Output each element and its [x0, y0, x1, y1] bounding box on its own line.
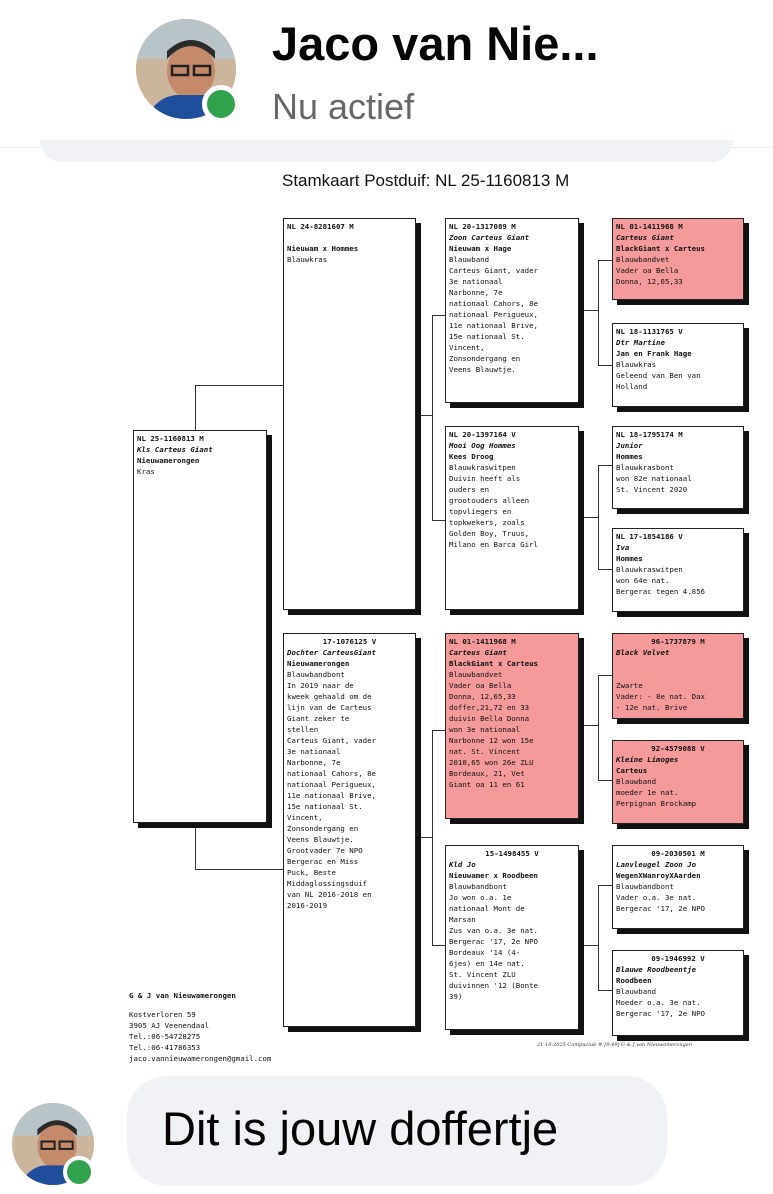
- connector-line: [598, 675, 599, 780]
- pedigree-box-sire: [283, 218, 416, 610]
- breeder: Nieuwam x Hommes: [287, 244, 359, 253]
- connector-line: [195, 869, 283, 870]
- pigeon-info-line: won 64e nat.: [616, 576, 670, 585]
- pigeon-info-line: Blauwkrasbont: [616, 463, 674, 472]
- pedigree-box-dss: [612, 633, 744, 719]
- pigeon-info-line: moeder 1e nat.: [616, 788, 679, 797]
- pigeon-info-line: Carteus Giant, vader: [287, 736, 376, 745]
- pedigree-box-sire-dam: [445, 426, 579, 610]
- connector-line: [598, 365, 612, 366]
- pigeon-info-line: won 3e nationaal: [449, 725, 521, 734]
- connector-line: [598, 569, 612, 570]
- pigeon-info-line: Vincent,: [287, 813, 323, 822]
- connector-line: [195, 385, 283, 386]
- ring-number: NL 20-1397164 V: [449, 430, 516, 439]
- pigeon-info-line: kweek gehaald om de: [287, 692, 372, 701]
- connector-line: [432, 520, 445, 521]
- connector-line: [584, 517, 598, 518]
- message-text: Dit is jouw doffertje: [162, 1102, 559, 1155]
- pigeon-info-line: Blauwbandvet: [449, 670, 503, 679]
- pigeon-name: Kleine Limoges: [616, 755, 679, 764]
- breeder: Nieuwamerongen: [137, 456, 200, 465]
- pigeon-info-line: won 82e nationaal: [616, 474, 692, 483]
- pigeon-info-line: Blauwkraswitpen: [616, 565, 683, 574]
- pigeon-info-line: nationaal Mont de: [449, 904, 525, 913]
- connector-line: [598, 990, 612, 991]
- breeder: BlackGiant x Carteus: [616, 244, 705, 253]
- pigeon-info-line: Donna, 12,65,33: [616, 277, 683, 286]
- pigeon-info-line: St. Vincent 2020: [616, 485, 688, 494]
- pigeon-info-line: Golden Boy, Truus,: [449, 529, 530, 538]
- pigeon-info-line: Zwarte: [616, 681, 643, 690]
- pigeon-info-line: 11e nationaal Brive,: [287, 791, 376, 800]
- pigeon-info-line: Bergerac en Miss: [287, 857, 359, 866]
- pigeon-info-line: 6jes) en 14e nat.: [449, 959, 525, 968]
- pigeon-info-line: nationaal Perigueux,: [449, 310, 538, 319]
- ring-number: 92-4579088 V: [651, 744, 705, 753]
- pedigree-box-dam: [283, 633, 416, 1027]
- connector-line: [195, 825, 196, 869]
- ring-number: NL 25-1160813 M: [137, 434, 204, 443]
- pigeon-info-line: Blauwbandbont: [449, 882, 507, 891]
- pigeon-info-line: Puck, Beste: [287, 868, 336, 877]
- pigeon-info-line: Milano en Barca Girl: [449, 540, 538, 549]
- pigeon-name: Dtr Martine: [616, 338, 665, 347]
- pigeon-info-line: ouders en: [449, 485, 490, 494]
- pigeon-info-line: Moeder o.a. 3e nat.: [616, 998, 701, 1007]
- contact-status: Nu actief: [272, 86, 415, 127]
- pigeon-info-line: lijn van de Carteus: [287, 703, 372, 712]
- breeder: BlackGiant x Carteus: [449, 659, 538, 668]
- pedigree-box-sire-sire: [445, 218, 579, 403]
- ring-number: NL 01-1411968 M: [616, 222, 683, 231]
- pedigree-box-subject: [133, 430, 267, 823]
- owner-line: Tel.:06-41786353: [129, 1043, 201, 1052]
- ring-number: NL 24-8281607 M: [287, 222, 354, 231]
- pigeon-info-line: Veens Blauwtje.: [287, 835, 354, 844]
- pedigree-box-sss: [612, 218, 744, 300]
- pigeon-name: Zoon Carteus Giant: [449, 233, 530, 242]
- pigeon-info-line: [616, 669, 740, 680]
- pigeon-info-line: topvliegers en: [449, 507, 512, 516]
- pigeon-name: Blauwe Roodbeentje: [616, 965, 697, 974]
- pigeon-info-line: 15e nationaal St.: [449, 332, 525, 341]
- pigeon-name: Junior: [616, 441, 643, 450]
- pigeon-info-line: Zus van o.a. 3e nat.: [449, 926, 538, 935]
- pedigree-box-sds: [612, 426, 744, 509]
- connector-line: [432, 945, 445, 946]
- pedigree-box-sdd: [612, 528, 744, 612]
- pigeon-info-line: nationaal Cahors, 8e: [449, 299, 538, 308]
- owner-line: 3905 AJ Veenendaal: [129, 1021, 210, 1030]
- pigeon-info-line: Jo won o.a. 1e: [449, 893, 512, 902]
- pedigree-box-ddd: [612, 950, 744, 1036]
- pigeon-info-line: St. Vincent ZLU: [449, 970, 516, 979]
- pigeon-info-line: topkwekers, zoals: [449, 518, 525, 527]
- connector-line: [598, 675, 612, 676]
- ring-number: 96-1737879 M: [651, 637, 705, 646]
- pigeon-info-line: doffer,21,72 en 33: [449, 703, 530, 712]
- pigeon-info-line: 11e nationaal Brive,: [449, 321, 538, 330]
- connector-line: [432, 730, 445, 731]
- pigeon-info-line: Blauwband: [449, 255, 490, 264]
- pedigree-box-dds: [612, 845, 744, 929]
- pigeon-info-line: 3e nationaal: [449, 277, 503, 286]
- pigeon-info-line: nationaal Cahors, 8e: [287, 769, 376, 778]
- pigeon-info-line: 2016-2019: [287, 901, 328, 910]
- pigeon-name: Carteus Giant: [449, 648, 507, 657]
- connector-line: [432, 315, 433, 520]
- ring-number: 17-1076125 V: [322, 637, 377, 646]
- breeder: Roodbeen: [616, 976, 652, 985]
- pigeon-info-line: Carteus Giant, vader: [449, 266, 538, 275]
- connector-line: [416, 415, 432, 416]
- pigeon-info-line: Vader o.a. 3e nat.: [616, 893, 697, 902]
- pigeon-info-line: Grootvader 7e NPO: [287, 846, 363, 855]
- pigeon-info-line: Vader oa Bella: [449, 681, 512, 690]
- pigeon-name: Carteus Giant: [616, 233, 674, 242]
- pigeon-name: Kld Jo: [449, 860, 476, 869]
- pigeon-name: Dochter CarteusGiant: [287, 648, 376, 657]
- pigeon-info-line: Donna, 12,65,33: [449, 692, 516, 701]
- connector-line: [598, 260, 612, 261]
- breeder: Nieuwam x Hage: [449, 244, 512, 253]
- pigeon-info-line: Bergerac tegen 4.856: [616, 587, 705, 596]
- pigeon-info-line: Blauwkras: [287, 255, 328, 264]
- pigeon-info-line: Middaglossingsduif: [287, 879, 368, 888]
- pigeon-info-line: 3e nationaal: [287, 747, 341, 756]
- pigeon-info-line: Duivin heeft als: [449, 474, 521, 483]
- pigeon-info-line: Narbonne 12 won 15e: [449, 736, 534, 745]
- pigeon-info-line: Kras: [137, 467, 155, 476]
- pedigree-box-dsd: [612, 740, 744, 824]
- connector-line: [416, 837, 432, 838]
- ring-number: 15-1498455 V: [485, 849, 539, 858]
- pigeon-info-line: stellen: [287, 725, 319, 734]
- pigeon-name: Iva: [616, 543, 630, 552]
- pigeon-info-line: Bordeaux, 21, Vet: [449, 769, 525, 778]
- pigeon-name: Black Velvet: [616, 648, 670, 657]
- pigeon-info-line: Blauwband: [616, 777, 657, 786]
- breeder: Hommes: [616, 452, 643, 461]
- breeder: [616, 658, 740, 669]
- ring-number: 09-2030501 M: [651, 849, 705, 858]
- owner-line: jaco.vannieuwamerongen@gmail.com: [129, 1054, 272, 1063]
- pigeon-info-line: Giant oa 11 en 61: [449, 780, 525, 789]
- pigeon-info-line: Bergerac '17, 2e NPO: [616, 1009, 705, 1018]
- online-status-dot: [202, 85, 240, 123]
- connector-line: [432, 315, 445, 316]
- pigeon-info-line: Geleend van Ben van: [616, 371, 701, 380]
- breeder: Kees Droog: [449, 452, 494, 461]
- pigeon-info-line: Giant zeker te: [287, 714, 350, 723]
- pigeon-info-line: Perpignan Brockamp: [616, 799, 697, 808]
- ring-number: NL 18-1131765 V: [616, 327, 683, 336]
- connector-line: [584, 725, 598, 726]
- ring-number: NL 01-1411968 M: [449, 637, 516, 646]
- pigeon-info-line: Zonsondergang en: [287, 824, 359, 833]
- pigeon-info-line: Bergerac '17, 2e NPO: [449, 937, 538, 946]
- pigeon-info-line: Vader: - 8e nat. Dax: [616, 692, 705, 701]
- pigeon-info-line: - 12e nat. Brive: [616, 703, 688, 712]
- pigeon-name: Lanvleugel Zoon Jo: [616, 860, 697, 869]
- pigeon-name: Mooi Oog Hommes: [449, 441, 516, 450]
- pigeon-info-line: grootouders alleen: [449, 496, 530, 505]
- pigeon-info-line: Bordeaux '14 (4-: [449, 948, 521, 957]
- pigeon-info-line: In 2019 naar de: [287, 681, 354, 690]
- connector-line: [598, 465, 599, 569]
- owner-info: [129, 990, 271, 1064]
- pigeon-info-line: Narbonne, 7e: [449, 288, 503, 297]
- connector-line: [598, 885, 599, 990]
- pedigree-box-ssd: [612, 323, 744, 407]
- pedigree-card-image[interactable]: [112, 165, 760, 1065]
- ring-number: NL 20-1317089 M: [449, 222, 516, 231]
- pigeon-info-line: Blauwbandbont: [287, 670, 345, 679]
- pigeon-info-line: Veens Blauwtje.: [449, 365, 516, 374]
- pigeon-info-line: Blauwbandbont: [616, 882, 674, 891]
- pigeon-info-line: nationaal Perigueux,: [287, 780, 376, 789]
- pigeon-name: [287, 232, 412, 243]
- pedigree-box-dam-sire: [445, 633, 579, 819]
- owner-line: Kostverloren 59: [129, 1010, 196, 1019]
- pedigree-box-dam-dam: [445, 845, 579, 1030]
- connector-line: [598, 465, 612, 466]
- connector-line: [584, 945, 598, 946]
- pigeon-info-line: nat. St. Vincent: [449, 747, 521, 756]
- connector-line: [432, 730, 433, 945]
- connector-line: [598, 780, 612, 781]
- pigeon-info-line: Narbonne, 7e: [287, 758, 341, 767]
- online-status-dot: [63, 1156, 95, 1188]
- pigeon-info-line: Blauwkraswitpen: [449, 463, 516, 472]
- pigeon-info-line: van NL 2016-2018 en: [287, 890, 372, 899]
- pigeon-info-line: Blauwband: [616, 987, 657, 996]
- pigeon-info-line: 15e nationaal St.: [287, 802, 363, 811]
- pigeon-info-line: Vincent,: [449, 343, 485, 352]
- pigeon-info-line: Holland: [616, 382, 648, 391]
- breeder: Nieuwamerongen: [287, 659, 350, 668]
- pigeon-info-line: 39): [449, 992, 463, 1001]
- pedigree-title: Stamkaart Postduif: NL 25-1160813 M: [282, 171, 570, 190]
- contact-name[interactable]: Jaco van Nie...: [272, 17, 599, 70]
- connector-line: [195, 385, 196, 430]
- connector-line: [598, 885, 612, 886]
- breeder: Nieuwamer x Roodbeen: [449, 871, 538, 880]
- owner-line: Tel.:06-54728275: [129, 1032, 201, 1041]
- owner-title: G & J van Nieuwamerongen: [129, 991, 236, 1000]
- connector-line: [584, 310, 598, 311]
- pigeon-info-line: Vader oa Bella: [616, 266, 679, 275]
- ring-number: NL 18-1795174 M: [616, 430, 683, 439]
- chat-header: [0, 0, 773, 148]
- previous-message-edge: [40, 140, 733, 162]
- pigeon-info-line: duivin Bella Donna: [449, 714, 530, 723]
- breeder: Hommes: [616, 554, 643, 563]
- connector-line: [598, 260, 599, 365]
- pigeon-name: Kls Carteus Giant: [137, 445, 213, 454]
- pigeon-info-line: Bergerac '17, 2e NPO: [616, 904, 705, 913]
- pedigree-footer: 21-10-2025 Compuclub ® [9.49] G & J van Nieuwamerongen: [537, 1042, 692, 1048]
- pigeon-info-line: Zonsondergang en: [449, 354, 521, 363]
- breeder: WegenXWanroyXAarden: [616, 871, 701, 880]
- pigeon-info-line: duivinnen '12 (Bonte: [449, 981, 538, 990]
- breeder: Carteus: [616, 766, 648, 775]
- pigeon-info-line: Blauwbandvet: [616, 255, 670, 264]
- pigeon-info-line: 2010,65 won 26e ZLU: [449, 758, 534, 767]
- ring-number: 09-1946992 V: [651, 954, 705, 963]
- breeder: Jan en Frank Hage: [616, 349, 692, 358]
- ring-number: NL 17-1854186 V: [616, 532, 683, 541]
- pigeon-info-line: Blauwkras: [616, 360, 657, 369]
- pigeon-info-line: Marsan: [449, 915, 476, 924]
